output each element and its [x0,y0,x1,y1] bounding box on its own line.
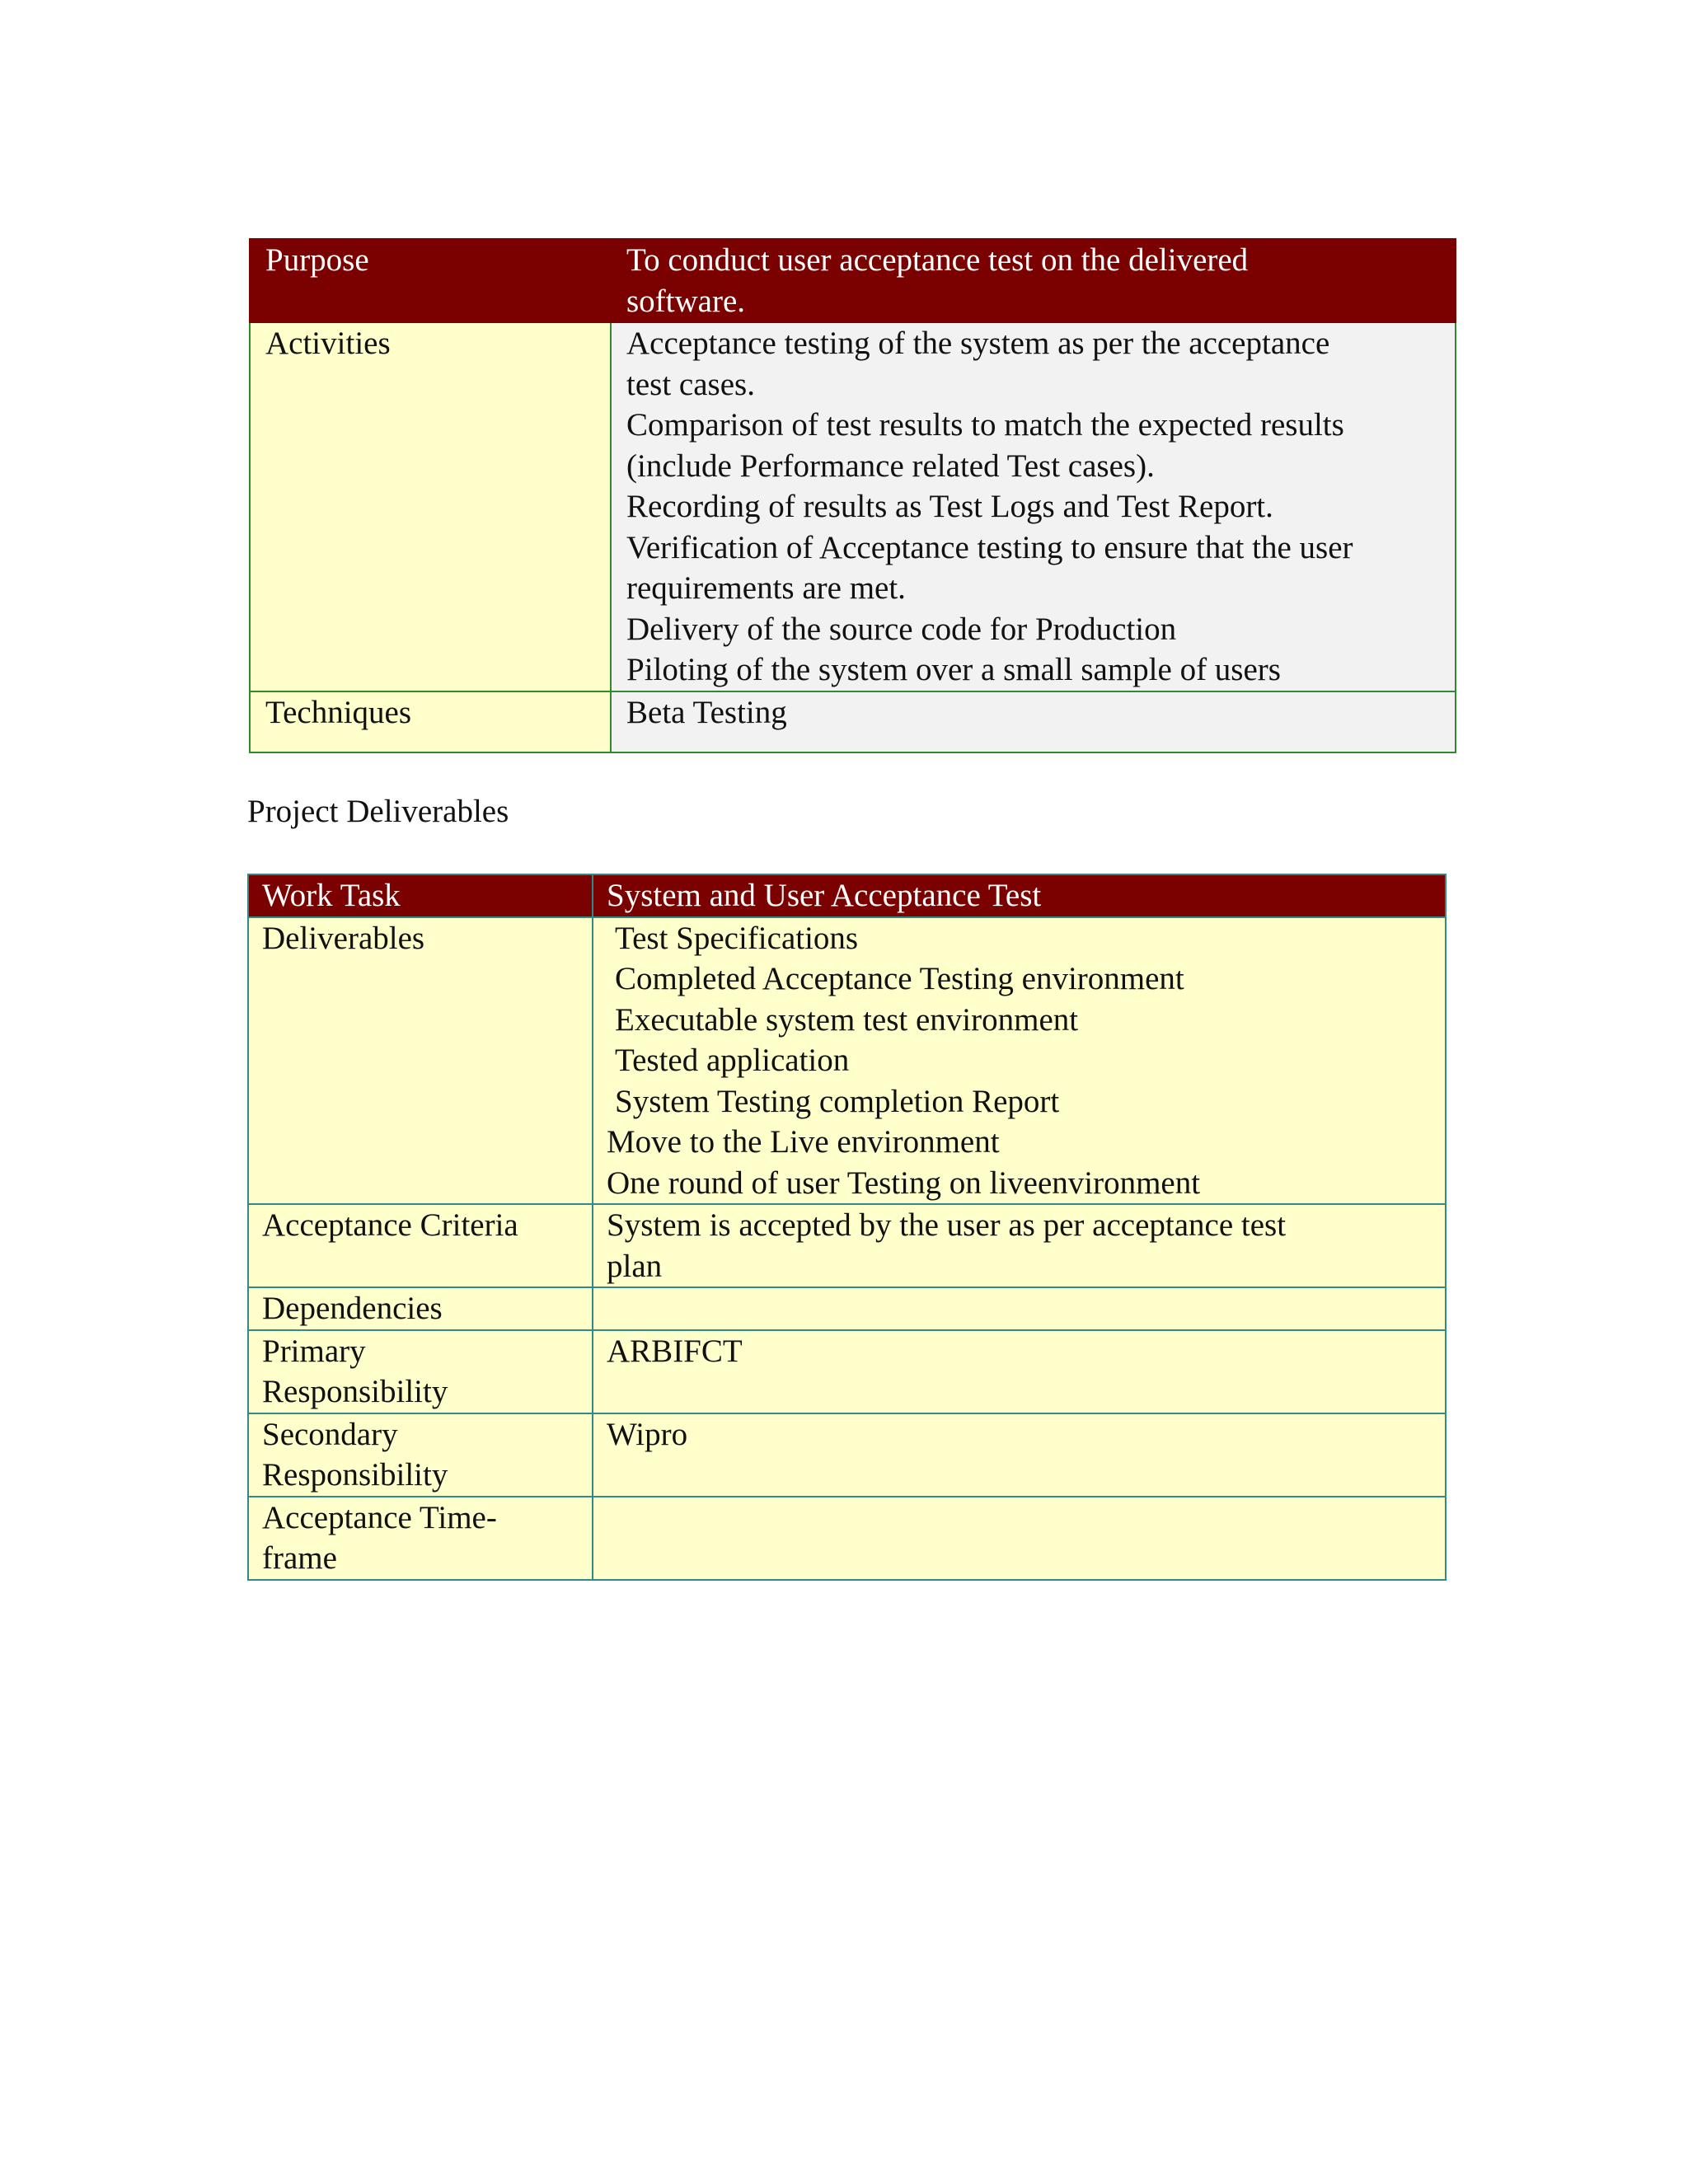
purpose-label: Purpose [250,239,611,322]
acceptance-criteria-value: System is accepted by the user as per acceptance test plan [593,1204,1446,1287]
techniques-value: Beta Testing [611,691,1456,752]
primary-responsibility-value: ARBIFCT [593,1330,1446,1413]
work-task-row [248,874,1446,917]
acceptance-timeframe-label: Acceptance Time- frame [248,1497,593,1580]
dependencies-value [593,1287,1446,1330]
list-item: System Testing completion Report [615,1083,1060,1119]
list-item: One round of user Testing on liveenvironment [607,1165,1201,1201]
list-item: Executable system test environment [615,1001,1079,1038]
work-task-value: System and User Acceptance Test [593,874,1446,917]
secondary-responsibility-row [248,1413,1446,1497]
acceptance-criteria-row [248,1204,1446,1287]
list-item: Completed Acceptance Testing environment [615,961,1184,996]
techniques-label: Techniques [250,691,611,752]
techniques-row [250,691,1456,752]
purpose-value: To conduct user acceptance test on the delivered software. [611,239,1456,322]
project-deliverables-table [247,874,1447,1581]
list-item: Move to the Live environment [607,1124,1000,1160]
primary-responsibility-label: Primary Responsibility [248,1330,593,1413]
list-item: Tested application [615,1043,850,1078]
primary-responsibility-row [248,1330,1446,1413]
dependencies-label: Dependencies [248,1287,593,1330]
list-item: Test Specifications [615,920,859,956]
deliverables-list [593,917,1446,1205]
section-heading: Project Deliverables [247,794,509,829]
dependencies-row [248,1287,1446,1330]
acceptance-criteria-label: Acceptance Criteria [248,1204,593,1287]
purpose-row [250,239,1456,322]
deliverables-row [248,917,1446,1205]
secondary-responsibility-value: Wipro [593,1413,1446,1497]
phase-details-table [249,238,1456,753]
deliverables-label: Deliverables [248,917,593,1205]
acceptance-timeframe-value [593,1497,1446,1580]
activities-row [250,322,1456,691]
activities-label: Activities [250,322,611,691]
secondary-responsibility-label: Secondary Responsibility [248,1413,593,1497]
work-task-label: Work Task [248,874,593,917]
activities-value: Acceptance testing of the system as per the acceptance test cases. Comparison of test results to match the expected results (include Performance related Test cases). Recording of results as Test Logs and Test Report. Verification of Acceptance testing to ensure that the user requirements are met. Delivery of the source code for Production Piloting of the system over a small sample of users [611,322,1456,691]
acceptance-timeframe-row [248,1497,1446,1580]
